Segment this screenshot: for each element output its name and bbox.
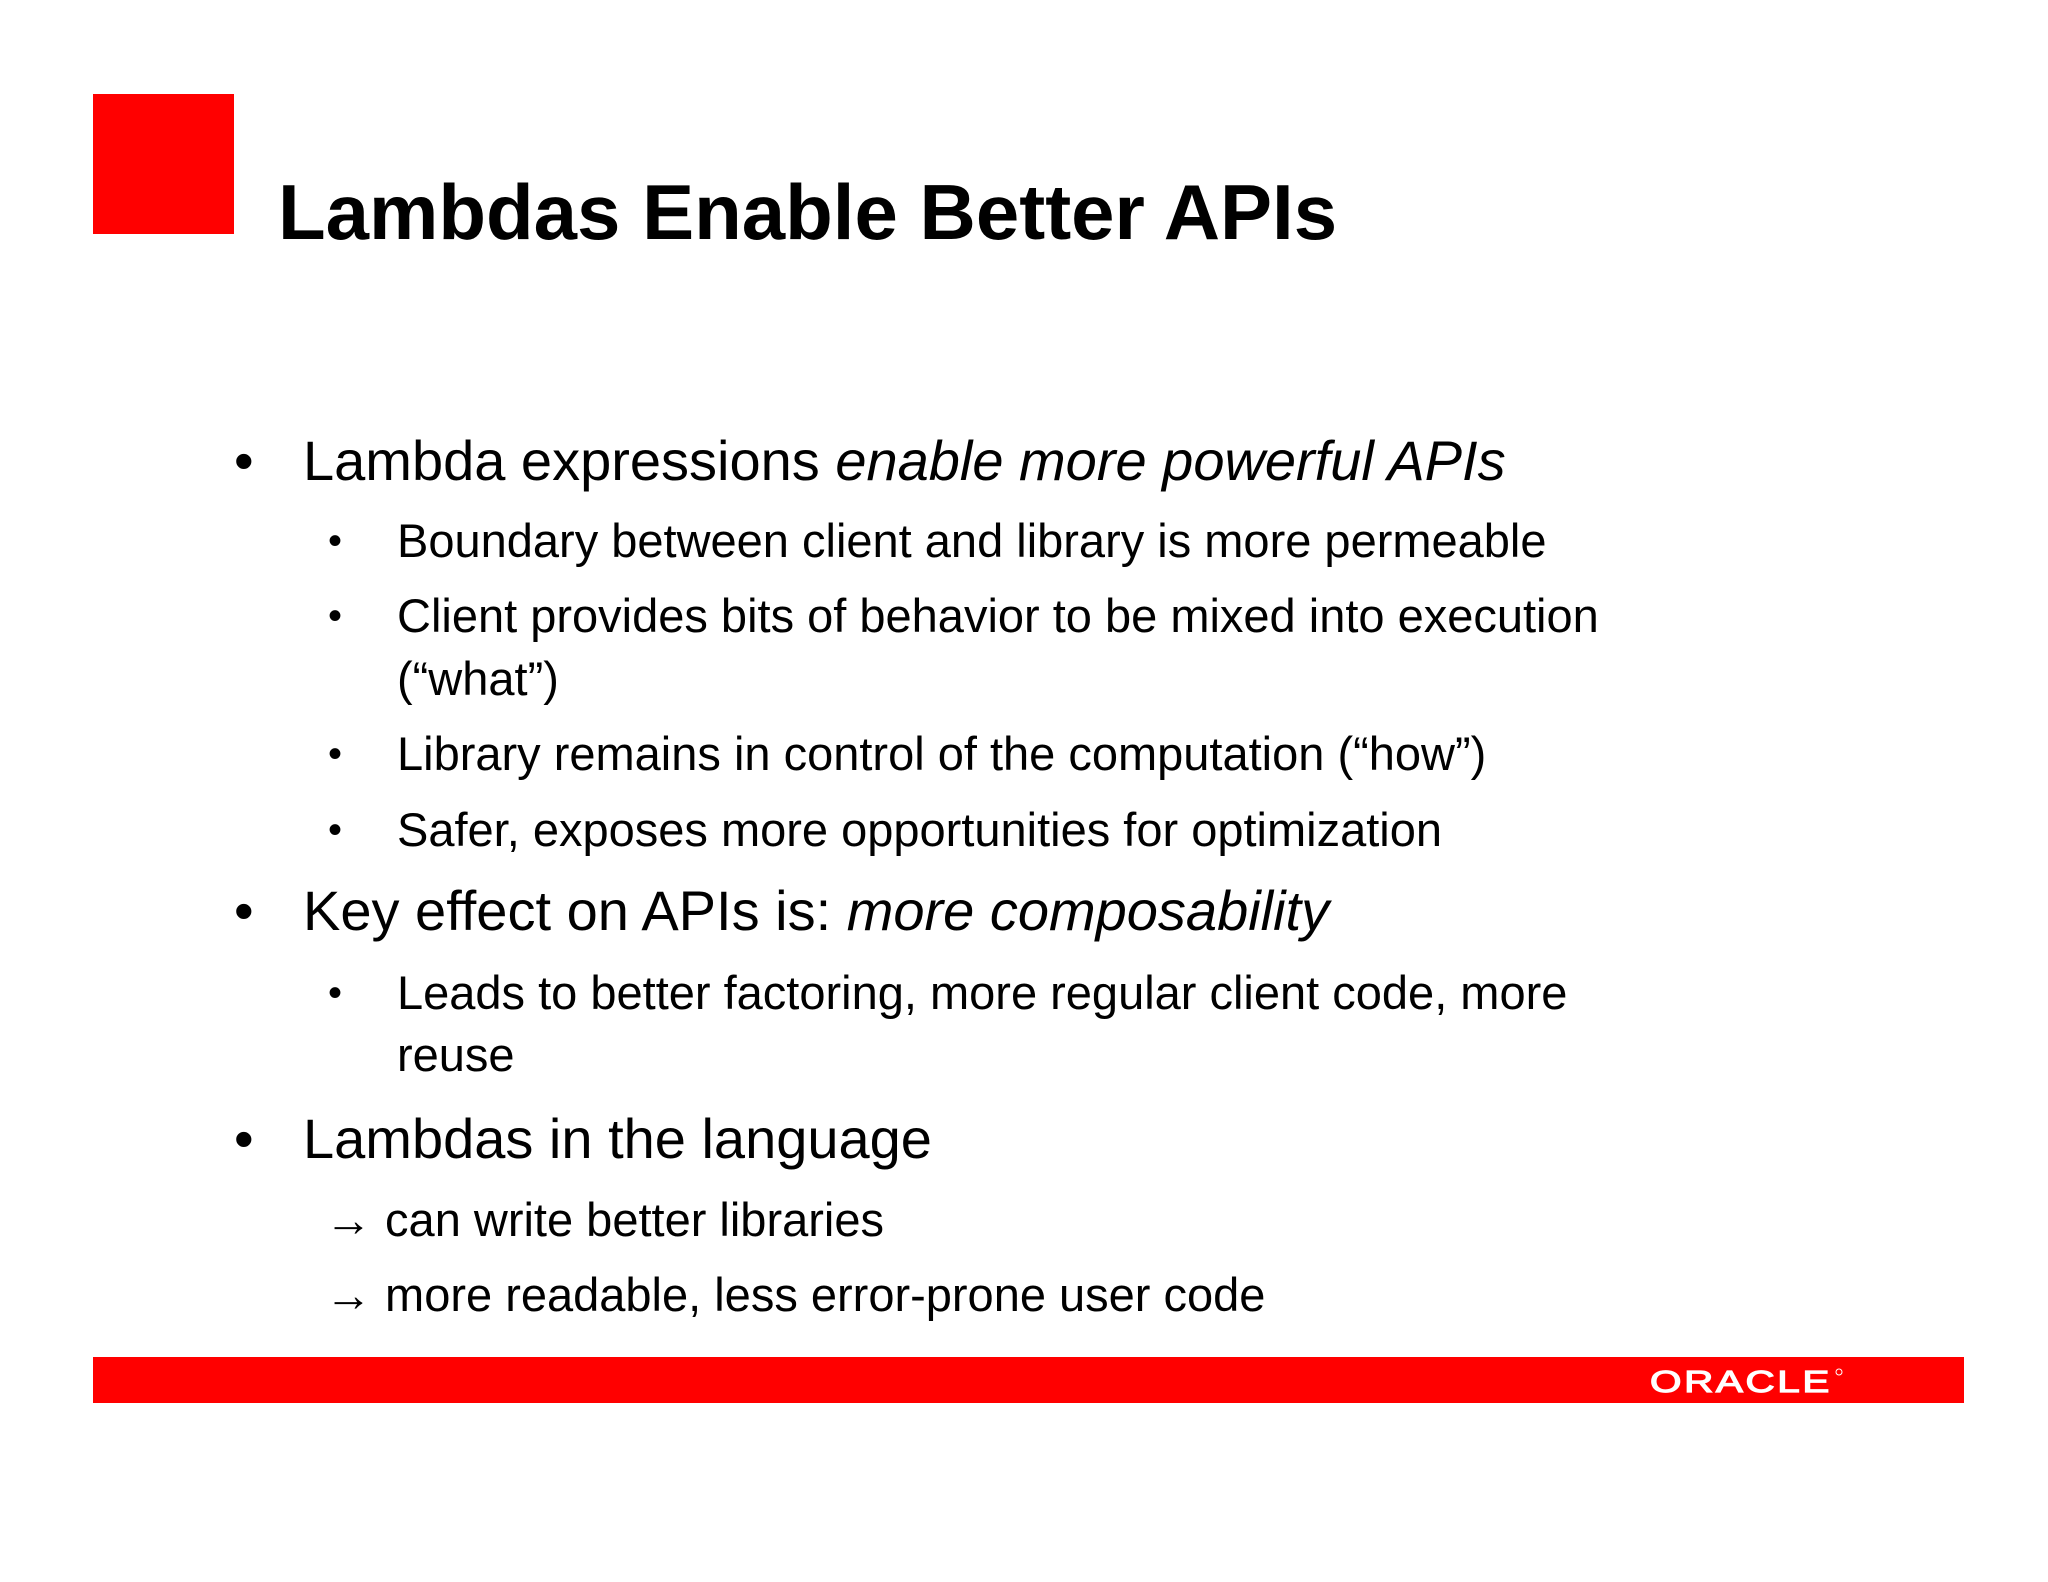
sub-bullet-1-3-text: Library remains in control of the computation (“how”) (397, 727, 1487, 780)
sub-bullet-1-1 (328, 510, 1547, 572)
sub-bullet-1-4-text: Safer, exposes more opportunities for optimization (397, 803, 1442, 856)
bullet-dot: • (234, 879, 254, 942)
sub-bullet-dot: • (328, 519, 343, 563)
bullet-1-emphasis: enable more powerful APIs (835, 429, 1506, 492)
sub-bullet-dot: • (328, 971, 343, 1015)
sub-bullet-1-4 (328, 799, 1442, 861)
sub-bullet-1-2-text: Client provides bits of behavior to be mixed into execution (397, 589, 1599, 642)
sub-bullet-dot: • (328, 732, 343, 776)
sub-bullet-2-1 (328, 962, 1568, 1024)
sub-bullet-1-1-text: Boundary between client and library is more permeable (397, 514, 1547, 567)
sub-bullet-1-2-continued-text: (“what”) (397, 652, 559, 705)
sub-bullet-2-1-continued (397, 1024, 515, 1086)
oracle-logo (1650, 1359, 1850, 1401)
sub-bullet-2-1-continued-text: reuse (397, 1028, 515, 1081)
sub-bullet-dot: • (328, 594, 343, 638)
bullet-2-emphasis: more composability (846, 879, 1330, 942)
arrow-line-2: → more readable, less error-prone user code (325, 1268, 1266, 1321)
oracle-logo-text: ORACLE (1650, 1364, 1832, 1399)
bullet-dot: • (234, 1107, 254, 1170)
bullet-2-prefix: Key effect on APIs is: (303, 879, 847, 942)
sub-bullet-dot: • (328, 808, 343, 852)
bullet-1 (234, 428, 1506, 494)
bullet-2 (234, 878, 1330, 944)
sub-bullet-2-1-text: Leads to better factoring, more regular client code, more (397, 966, 1568, 1019)
arrow-line-1: → can write better libraries (325, 1193, 884, 1246)
bullet-dot: • (234, 429, 254, 492)
bullet-3-text: Lambdas in the language (303, 1107, 932, 1170)
sub-bullet-1-2-continued (397, 648, 559, 710)
registered-mark-icon (1836, 1369, 1842, 1375)
bullet-3 (234, 1106, 932, 1172)
corner-red-square (93, 94, 234, 234)
sub-bullet-1-3 (328, 723, 1487, 785)
bullet-1-prefix: Lambda expressions (303, 429, 836, 492)
slide-title: Lambdas Enable Better APIs (278, 168, 1338, 256)
sub-bullet-1-2 (328, 585, 1599, 647)
